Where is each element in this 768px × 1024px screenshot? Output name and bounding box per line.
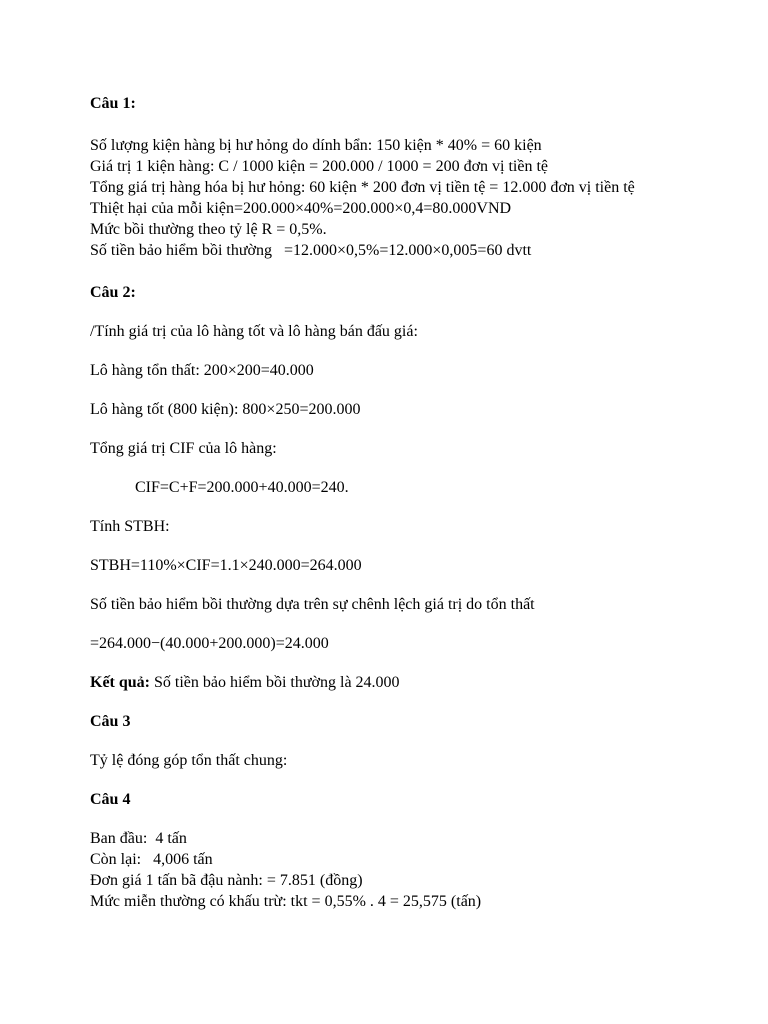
cau2-paragraph-8: Số tiền bảo hiểm bồi thường dựa trên sự chênh lệch giá trị do tổn thất <box>90 596 535 613</box>
cau2-formula-diff: =264.000−(40.000+200.000)=24.000 <box>90 635 329 652</box>
cau2-paragraph-1: /Tính giá trị của lô hàng tốt và lô hàng bán đấu giá: <box>90 323 418 340</box>
cau2-heading: Câu 2: <box>90 284 136 301</box>
cau2-result-label: Kết quả: <box>90 674 150 691</box>
cau2-result-text: Số tiền bảo hiểm bồi thường là 24.000 <box>150 674 400 691</box>
cau2-paragraph-6: Tính STBH: <box>90 518 170 535</box>
cau4-heading: Câu 4 <box>90 791 131 808</box>
cau4-line-4: Mức miễn thường có khấu trừ: tkt = 0,55% . 4 = 25,575 (tấn) <box>90 893 482 910</box>
cau1-line-2: Giá trị 1 kiện hàng: C / 1000 kiện = 200.000 / 1000 = 200 đơn vị tiền tệ <box>90 158 549 175</box>
cau4-line-2: Còn lại: 4,006 tấn <box>90 851 213 868</box>
cau1-line-1: Số lượng kiện hàng bị hư hỏng do dính bẩn: 150 kiện * 40% = 60 kiện <box>90 137 542 154</box>
cau3-paragraph-1: Tỷ lệ đóng góp tổn thất chung: <box>90 752 288 769</box>
cau2-paragraph-2: Lô hàng tổn thất: 200×200=40.000 <box>90 362 314 379</box>
cau2-formula-cif: CIF=C+F=200.000+40.000=240. <box>135 479 349 496</box>
cau1-line-6: Số tiền bảo hiểm bồi thường =12.000×0,5%=12.000×0,005=60 dvtt <box>90 242 532 259</box>
cau1-heading: Câu 1: <box>90 95 136 112</box>
cau4-line-3: Đơn giá 1 tấn bã đậu nành: = 7.851 (đồng) <box>90 872 363 889</box>
cau2-formula-stbh: STBH=110%×CIF=1.1×240.000=264.000 <box>90 557 362 574</box>
cau3-heading: Câu 3 <box>90 713 131 730</box>
cau2-paragraph-4: Tổng giá trị CIF của lô hàng: <box>90 440 277 457</box>
cau1-line-4: Thiệt hại của mỗi kiện=200.000×40%=200.000×0,4=80.000VND <box>90 200 512 217</box>
cau4-line-1: Ban đầu: 4 tấn <box>90 830 187 847</box>
cau2-paragraph-3: Lô hàng tốt (800 kiện): 800×250=200.000 <box>90 401 361 418</box>
cau1-line-5: Mức bồi thường theo tỷ lệ R = 0,5%. <box>90 221 327 238</box>
cau2-result <box>90 672 690 693</box>
document-page <box>90 93 690 912</box>
cau1-line-3: Tổng giá trị hàng hóa bị hư hỏng: 60 kiện * 200 đơn vị tiền tệ = 12.000 đơn vị tiền tệ <box>90 179 635 196</box>
